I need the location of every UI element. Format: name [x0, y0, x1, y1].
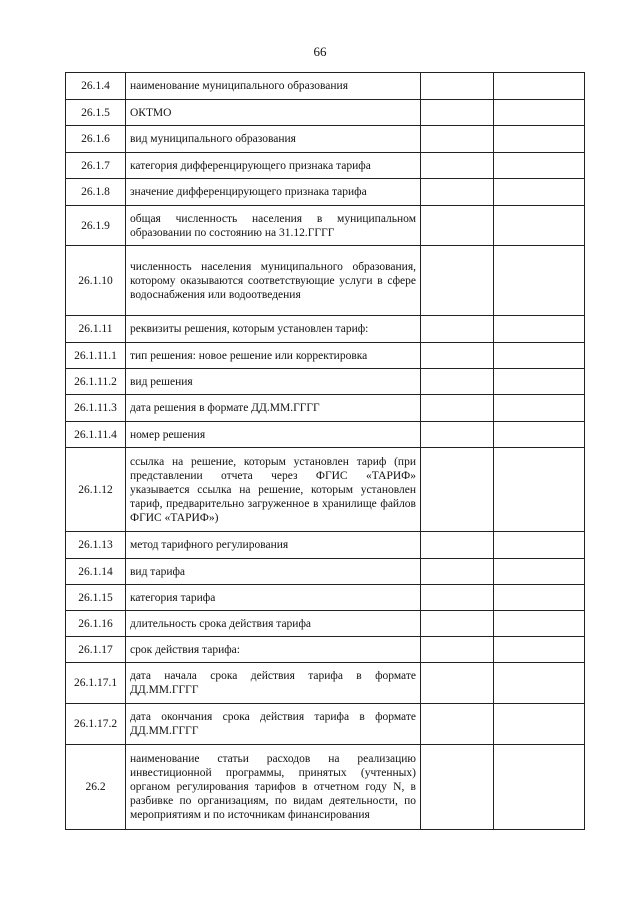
empty-cell: [494, 246, 585, 316]
row-number: 26.1.11.4: [66, 422, 126, 448]
empty-cell: [421, 343, 494, 369]
row-number: 26.1.17.2: [66, 704, 126, 745]
row-number: 26.1.11.3: [66, 395, 126, 422]
empty-cell: [421, 637, 494, 663]
row-number: 26.1.17.1: [66, 663, 126, 704]
empty-cell: [421, 206, 494, 246]
empty-cell: [494, 343, 585, 369]
table-row: [66, 73, 585, 100]
row-number: 26.1.16: [66, 611, 126, 637]
row-description: ОКТМО: [126, 100, 421, 126]
empty-cell: [494, 704, 585, 745]
row-number: 26.1.5: [66, 100, 126, 126]
table-row: [66, 448, 585, 532]
empty-cell: [494, 422, 585, 448]
row-description: вид муниципального образования: [126, 126, 421, 153]
table-row: [66, 153, 585, 179]
table-row: [66, 611, 585, 637]
row-description: вид решения: [126, 369, 421, 395]
row-description: общая численность населения в муниципальном образовании по состоянию на 31.12.ГГГГ: [126, 206, 421, 246]
row-description: наименование статьи расходов на реализацию инвестиционной программы, принятых (учтенных) органом регулирования тарифов в отчетном году N, в разбивке по организациям, по видам деятельности, по мероприятиям и по источникам финансирования: [126, 745, 421, 830]
table-row: [66, 559, 585, 585]
empty-cell: [421, 532, 494, 559]
empty-cell: [494, 745, 585, 830]
row-number: 26.1.7: [66, 153, 126, 179]
row-description: срок действия тарифа:: [126, 637, 421, 663]
empty-cell: [421, 704, 494, 745]
row-description: наименование муниципального образования: [126, 73, 421, 100]
table-row: [66, 663, 585, 704]
empty-cell: [421, 246, 494, 316]
empty-cell: [494, 663, 585, 704]
row-description: дата окончания срока действия тарифа в формате ДД.ММ.ГГГГ: [126, 704, 421, 745]
row-number: 26.1.17: [66, 637, 126, 663]
table-row: [66, 100, 585, 126]
empty-cell: [421, 369, 494, 395]
row-number: 26.1.11: [66, 316, 126, 343]
row-description: значение дифференцирующего признака тарифа: [126, 179, 421, 206]
table-row: [66, 369, 585, 395]
empty-cell: [494, 637, 585, 663]
row-number: 26.1.4: [66, 73, 126, 100]
row-number: 26.1.12: [66, 448, 126, 532]
empty-cell: [421, 422, 494, 448]
empty-cell: [494, 73, 585, 100]
empty-cell: [421, 153, 494, 179]
row-description: численность населения муниципального образования, которому оказываются соответствующие услуги в сфере водоснабжения или водоотведения: [126, 246, 421, 316]
empty-cell: [494, 395, 585, 422]
row-number: 26.1.9: [66, 206, 126, 246]
row-number: 26.1.6: [66, 126, 126, 153]
table-row: [66, 532, 585, 559]
empty-cell: [421, 448, 494, 532]
empty-cell: [494, 585, 585, 611]
row-number: 26.1.11.2: [66, 369, 126, 395]
empty-cell: [494, 153, 585, 179]
empty-cell: [421, 179, 494, 206]
empty-cell: [421, 663, 494, 704]
table-row: [66, 585, 585, 611]
empty-cell: [421, 126, 494, 153]
empty-cell: [421, 585, 494, 611]
empty-cell: [421, 395, 494, 422]
row-number: 26.1.14: [66, 559, 126, 585]
row-description: вид тарифа: [126, 559, 421, 585]
empty-cell: [421, 100, 494, 126]
row-description: категория тарифа: [126, 585, 421, 611]
empty-cell: [494, 179, 585, 206]
row-number: 26.1.10: [66, 246, 126, 316]
table-row: [66, 179, 585, 206]
table-row: [66, 704, 585, 745]
row-description: дата решения в формате ДД.ММ.ГГГГ: [126, 395, 421, 422]
table-row: [66, 395, 585, 422]
empty-cell: [494, 100, 585, 126]
row-description: категория дифференцирующего признака тарифа: [126, 153, 421, 179]
table-row: [66, 745, 585, 830]
row-description: дата начала срока действия тарифа в формате ДД.ММ.ГГГГ: [126, 663, 421, 704]
row-description: номер решения: [126, 422, 421, 448]
row-number: 26.1.11.1: [66, 343, 126, 369]
empty-cell: [494, 559, 585, 585]
table-row: [66, 422, 585, 448]
table-row: [66, 206, 585, 246]
row-description: тип решения: новое решение или корректировка: [126, 343, 421, 369]
empty-cell: [494, 316, 585, 343]
page-number: 66: [313, 44, 327, 59]
empty-cell: [494, 369, 585, 395]
row-number: 26.2: [66, 745, 126, 830]
empty-cell: [421, 611, 494, 637]
row-number: 26.1.8: [66, 179, 126, 206]
empty-cell: [494, 611, 585, 637]
table-row: [66, 316, 585, 343]
empty-cell: [494, 206, 585, 246]
empty-cell: [421, 316, 494, 343]
row-description: метод тарифного регулирования: [126, 532, 421, 559]
empty-cell: [421, 73, 494, 100]
empty-cell: [421, 559, 494, 585]
table-row: [66, 343, 585, 369]
table-row: [66, 637, 585, 663]
row-description: длительность срока действия тарифа: [126, 611, 421, 637]
table-row: [66, 246, 585, 316]
empty-cell: [494, 532, 585, 559]
requisites-table: [65, 72, 585, 830]
table-row: [66, 126, 585, 153]
empty-cell: [494, 126, 585, 153]
row-description: реквизиты решения, которым установлен тариф:: [126, 316, 421, 343]
empty-cell: [494, 448, 585, 532]
empty-cell: [421, 745, 494, 830]
row-number: 26.1.15: [66, 585, 126, 611]
row-number: 26.1.13: [66, 532, 126, 559]
row-description: ссылка на решение, которым установлен тариф (при представлении отчета через ФГИС «ТАРИФ» указывается ссылка на решение, которым установлен тариф, предварительно загруженное в хранилище файлов ФГИС «ТАРИФ»): [126, 448, 421, 532]
